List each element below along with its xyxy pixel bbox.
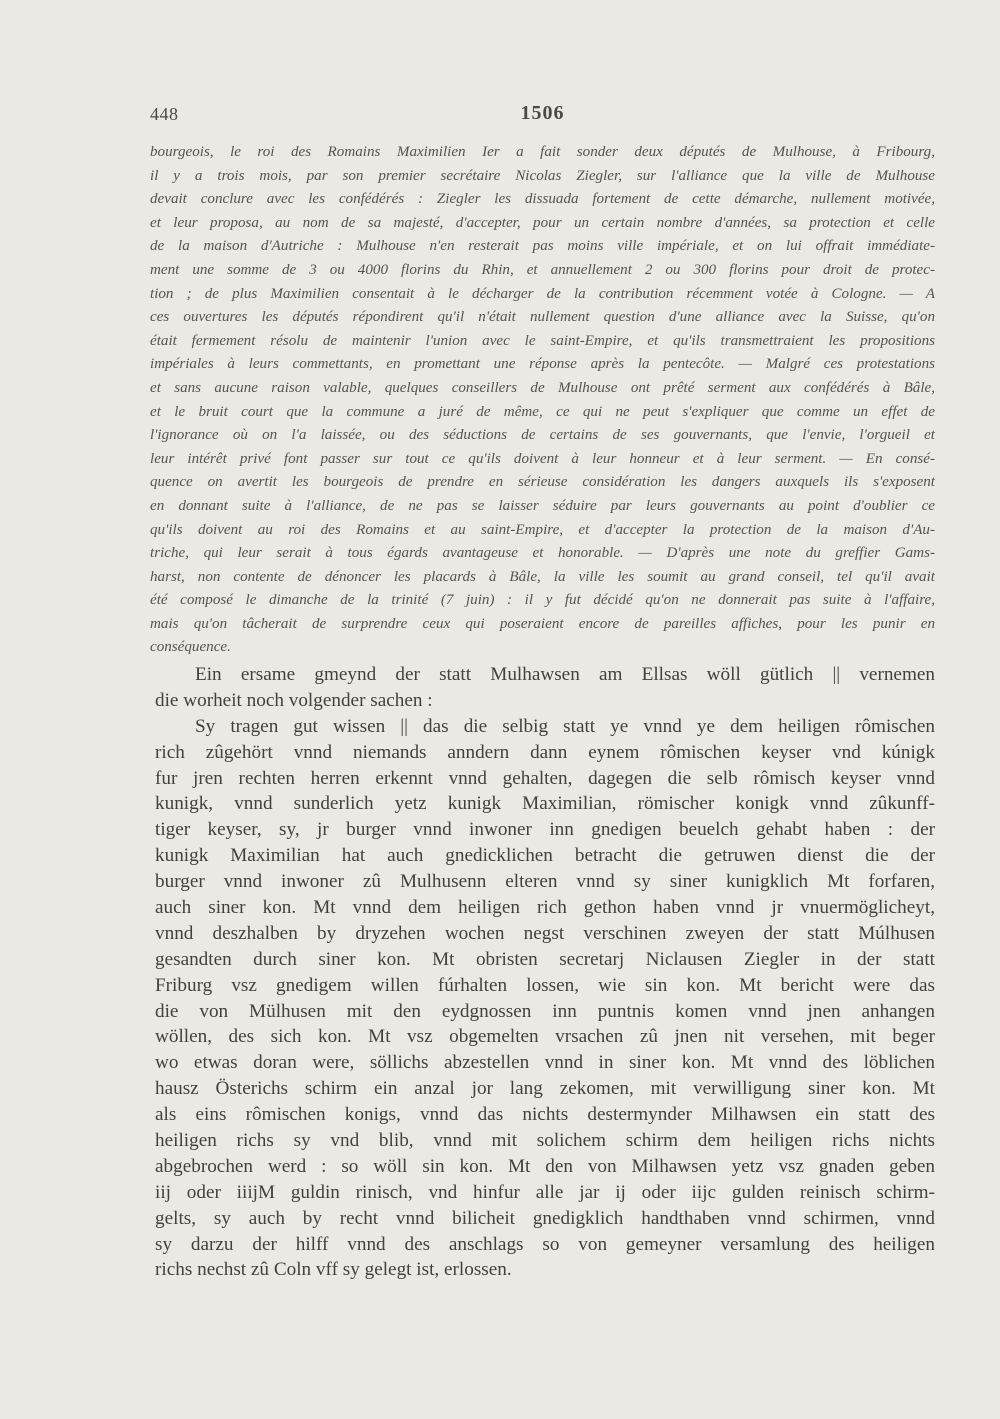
summary-line: ment une somme de 3 ou 4000 florins du Rhin, et annuellement 2 ou 300 florins pour droit de protec- bbox=[150, 261, 935, 278]
body-line: sy darzu der hilff vnnd des anschlags so von gemeyner versamlung des heiligen bbox=[155, 1233, 935, 1255]
body-line: abgebrochen werd : so wöll sin kon. Mt den von Milhawsen yetz vsz gnaden geben bbox=[155, 1155, 935, 1177]
summary-line: en donnant suite à l'alliance, de ne pas se laisser séduire par leurs gouvernants au point d'oublier ce bbox=[150, 497, 935, 514]
body-line: heiligen richs sy vnd blib, vnnd mit solichem schirm dem heiligen richs nichts bbox=[155, 1130, 935, 1152]
summary-line: harst, non contente de dénoncer les placards à Bâle, la ville les soumit au grand conseil, tel qu'il avait bbox=[150, 568, 935, 585]
summary-line: de la maison d'Autriche : Mulhouse n'en resterait pas moins ville impériale, et on lui offrait immédiate- bbox=[150, 238, 935, 255]
summary-line: l'ignorance où on l'a laissée, ou des séductions de certains de ses gouvernants, que l'envie, l'orgueil et bbox=[150, 427, 935, 444]
page-number: 448 bbox=[150, 104, 179, 124]
summary-line: conséquence. bbox=[150, 639, 231, 656]
body-line: die von Mülhusen mit den eydgnossen inn puntnis komen vnnd jnen anhangen bbox=[155, 1000, 935, 1022]
body-line: fur jren rechten herren erkennt vnnd gehalten, dagegen die selb rômisch keyser vnnd bbox=[155, 767, 935, 789]
body-line: gelts, sy auch by recht vnnd bilicheit gnedigklich handthaben vnnd schirmen, vnnd bbox=[155, 1207, 935, 1229]
body-line: wöllen, des sich kon. Mt vsz obgemelten vrsachen zû jnen nit versehen, mit beger bbox=[155, 1026, 935, 1048]
body-line: gesandten durch siner kon. Mt obristen secretarj Niclausen Ziegler in der statt bbox=[155, 948, 935, 970]
summary-line: et sans aucune raison valable, quelques conseillers de Mulhouse ont prêté serment aux confédérés à Bâle, bbox=[150, 379, 935, 396]
summary-line: mais qu'on tâcherait de surprendre ceux qui poseraient encore de pareilles affiches, pour les punir en bbox=[150, 615, 935, 632]
summary-line: quence on avertit les bourgeois de prendre en sérieuse considération les dangers auxquels ils s'exposent bbox=[150, 474, 935, 491]
summary-line: été composé le dimanche de la trinité (7 juin) : il y fut décidé qu'on ne donnerait pas suite à l'affaire, bbox=[150, 592, 935, 609]
page-header bbox=[150, 104, 935, 134]
body-line: rich zûgehört vnnd niemands anndern dann eynem rômischen keyser vnd kúnigk bbox=[155, 741, 935, 763]
body-line: auch siner kon. Mt vnnd dem heiligen rich gethon haben vnnd jr vnuermöglicheyt, bbox=[155, 897, 935, 919]
summary-line: devait conclure avec les confédérés : Ziegler les dissuada fortement de cette démarche, nullement motivée, bbox=[150, 191, 935, 208]
running-head-year: 1506 bbox=[520, 102, 565, 124]
summary-line: impériales à leurs commettants, en promettant une réponse après la pentecôte. — Malgré ces protestations bbox=[150, 356, 935, 373]
summary-line: il y a trois mois, par son premier secrétaire Nicolas Ziegler, sur l'alliance que la ville de Mulhouse bbox=[150, 167, 935, 184]
body-line: Sy tragen gut wissen || das die selbig statt ye vnnd ye dem heiligen rômischen bbox=[195, 715, 935, 737]
summary-line: et leur proposa, au nom de sa majesté, d'accepter, pour un certain nombre d'années, sa protection et celle bbox=[150, 214, 935, 231]
body-line: Friburg vsz gnedigem willen fúrhalten lossen, wie sin kon. Mt bericht were das bbox=[155, 974, 935, 996]
summary-line: et le bruit court que la commune a juré de même, ce qui ne peut s'expliquer que comme un effet de bbox=[150, 403, 935, 420]
body-line: tiger keyser, sy, jr burger vnnd inwoner inn gnedigen beuelch gehabt haben : der bbox=[155, 819, 935, 841]
summary-line: qu'ils doivent au roi des Romains et au saint-Empire, et d'accepter la protection de la maison d'Au- bbox=[150, 521, 935, 538]
german-source-text bbox=[155, 662, 935, 1283]
body-line: als eins rômischen konigs, vnnd das nichts destermynder Milhawsen ein statt des bbox=[155, 1104, 935, 1126]
summary-line: triche, qui leur serait à tous égards avantageuse et honorable. — D'après une note du greffier Gams- bbox=[150, 545, 935, 562]
french-summary-paragraph bbox=[150, 141, 935, 660]
body-line: kunigk, vnnd sunderlich yetz kunigk Maximilian, römischer konigk vnnd zûkunff- bbox=[155, 793, 935, 815]
summary-line: bourgeois, le roi des Romains Maximilien Ier a fait sonder deux députés de Mulhouse, à Fribourg, bbox=[150, 144, 935, 160]
body-line: iij oder iiijM guldin rinisch, vnd hinfur alle jar ij oder iijc gulden reinisch schirm- bbox=[155, 1181, 935, 1203]
body-line: wo etwas doran were, söllichs abzestellen vnnd in siner kon. Mt vnnd des löblichen bbox=[155, 1052, 935, 1074]
summary-line: était fermement résolu de maintenir l'union avec le saint-Empire, et qu'ils transmettraient les propositions bbox=[150, 332, 935, 349]
summary-line: tion ; de plus Maximilien consentait à le décharger de la contribution récemment votée à Cologne. — A bbox=[150, 285, 935, 302]
body-line: Ein ersame gmeynd der statt Mulhawsen am Ellsas wöll gütlich || vernemen bbox=[195, 664, 935, 685]
body-line: kunigk Maximilian hat auch gnedicklichen betracht die getruwen dienst die der bbox=[155, 845, 935, 867]
body-line: die worheit noch volgender sachen : bbox=[155, 689, 433, 711]
body-line: richs nechst zû Coln vff sy gelegt ist, erlossen. bbox=[155, 1259, 512, 1281]
body-line: hausz Österichs schirm ein anzal jor lang zekomen, mit verwilligung siner kon. Mt bbox=[155, 1078, 935, 1100]
summary-line: ces ouvertures les députés répondirent qu'il n'était nullement question d'une alliance avec la Suisse, qu'on bbox=[150, 309, 935, 326]
summary-line: leur intérêt privé font passer sur tout ce qu'ils doivent à leur honneur et à leur serment. — En consé- bbox=[150, 450, 935, 467]
body-line: burger vnnd inwoner zû Mulhusenn elteren vnnd sy siner kunigklich Mt forfaren, bbox=[155, 871, 935, 893]
body-line: vnnd deszhalben by dryzehen wochen negst verschinen zweyen der statt Múlhusen bbox=[155, 922, 935, 944]
